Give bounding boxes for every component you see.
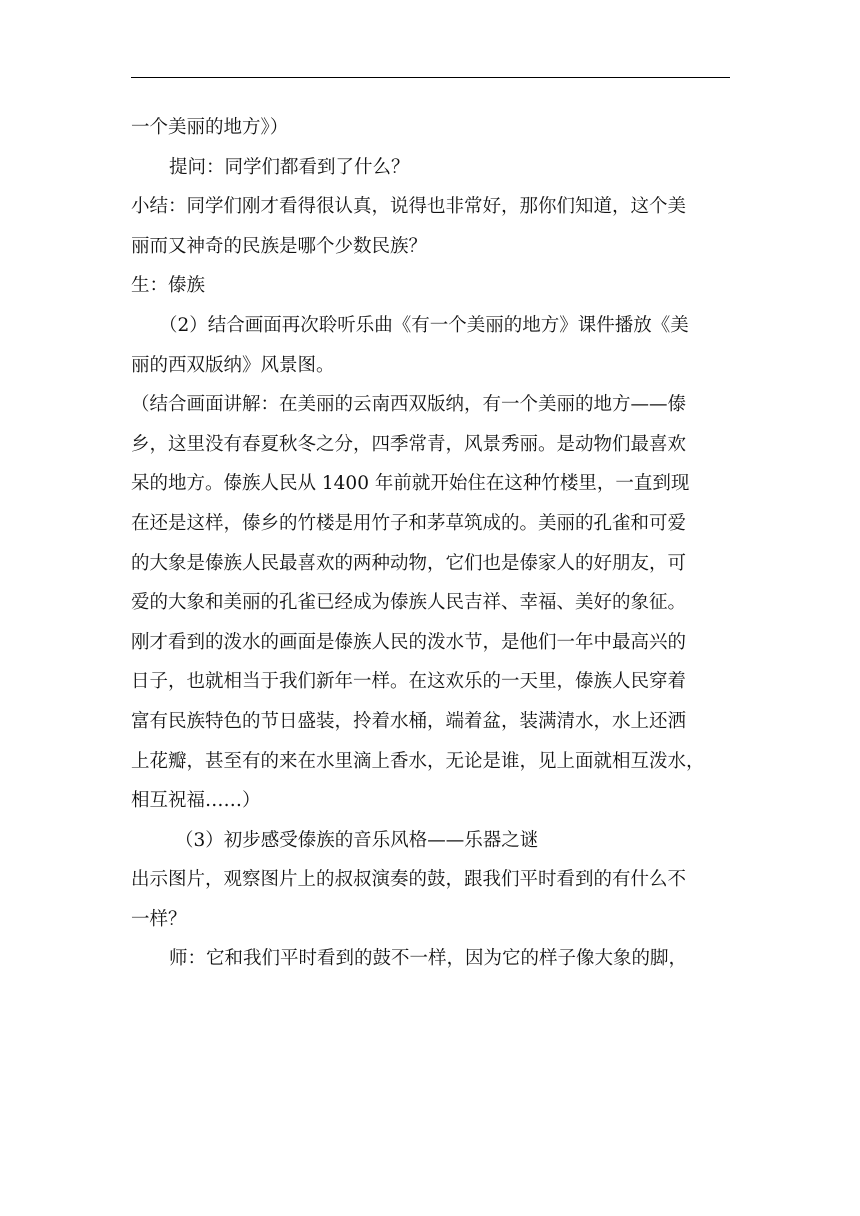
text-line: 生：傣族 [131,275,206,297]
text-line: 日子，也就相当于我们新年一样。在这欢乐的一天里，傣族人民穿着 [131,671,687,693]
text-line: 丽而又神奇的民族是哪个少数民族？ [131,235,428,257]
text-line: （2）结合画面再次聆听乐曲《有一个美丽的地方》课件播放《美 [159,314,689,336]
text-line: 一样？ [131,908,187,930]
text-line: 的大象是傣族人民最喜欢的两种动物，它们也是傣家人的好朋友，可 [131,552,687,574]
text-line: 一个美丽的地方》） [131,117,289,138]
text-line: 提问：同学们都看到了什么？ [169,156,410,178]
text-line: 富有民族特色的节日盛装，拎着水桶，端着盆，装满清水，水上还洒 [131,710,687,732]
document-body [131,108,731,979]
text-line: 刚才看到的泼水的画面是傣族人民的泼水节，是他们一年中最高兴的 [131,631,687,653]
text-line: 呆的地方。傣族人民从 1400 年前就开始住在这种竹楼里，一直到现 [131,473,690,495]
text-line: 乡，这里没有春夏秋冬之分，四季常青，风景秀丽。是动物们最喜欢 [131,433,687,455]
text-line: 在还是这样，傣乡的竹楼是用竹子和茅草筑成的。美丽的孔雀和可爱 [131,512,687,534]
text-line: （3）初步感受傣族的音乐风格——乐器之谜 [175,829,539,851]
text-line: 小结：同学们刚才看得很认真，说得也非常好，那你们知道，这个美 [131,196,687,218]
text-line: 丽的西双版纳》风景图。 [131,354,335,376]
text-line: 爱的大象和美丽的孔雀已经成为傣族人民吉祥、幸福、美好的象征。 [131,592,687,614]
text-line: 相互祝福……） [131,790,261,812]
text-line: 师：它和我们平时看到的鼓不一样，因为它的样子像大象的脚， [169,948,688,970]
text-line: 出示图片，观察图片上的叔叔演奏的鼓，跟我们平时看到的有什么不 [131,869,687,891]
text-line: 上花瓣，甚至有的来在水里滴上香水，无论是谁，见上面就相互泼水， [131,750,705,772]
text-line: （结合画面讲解：在美丽的云南西双版纳，有一个美丽的地方——傣 [131,394,687,416]
header-rule [131,77,730,78]
